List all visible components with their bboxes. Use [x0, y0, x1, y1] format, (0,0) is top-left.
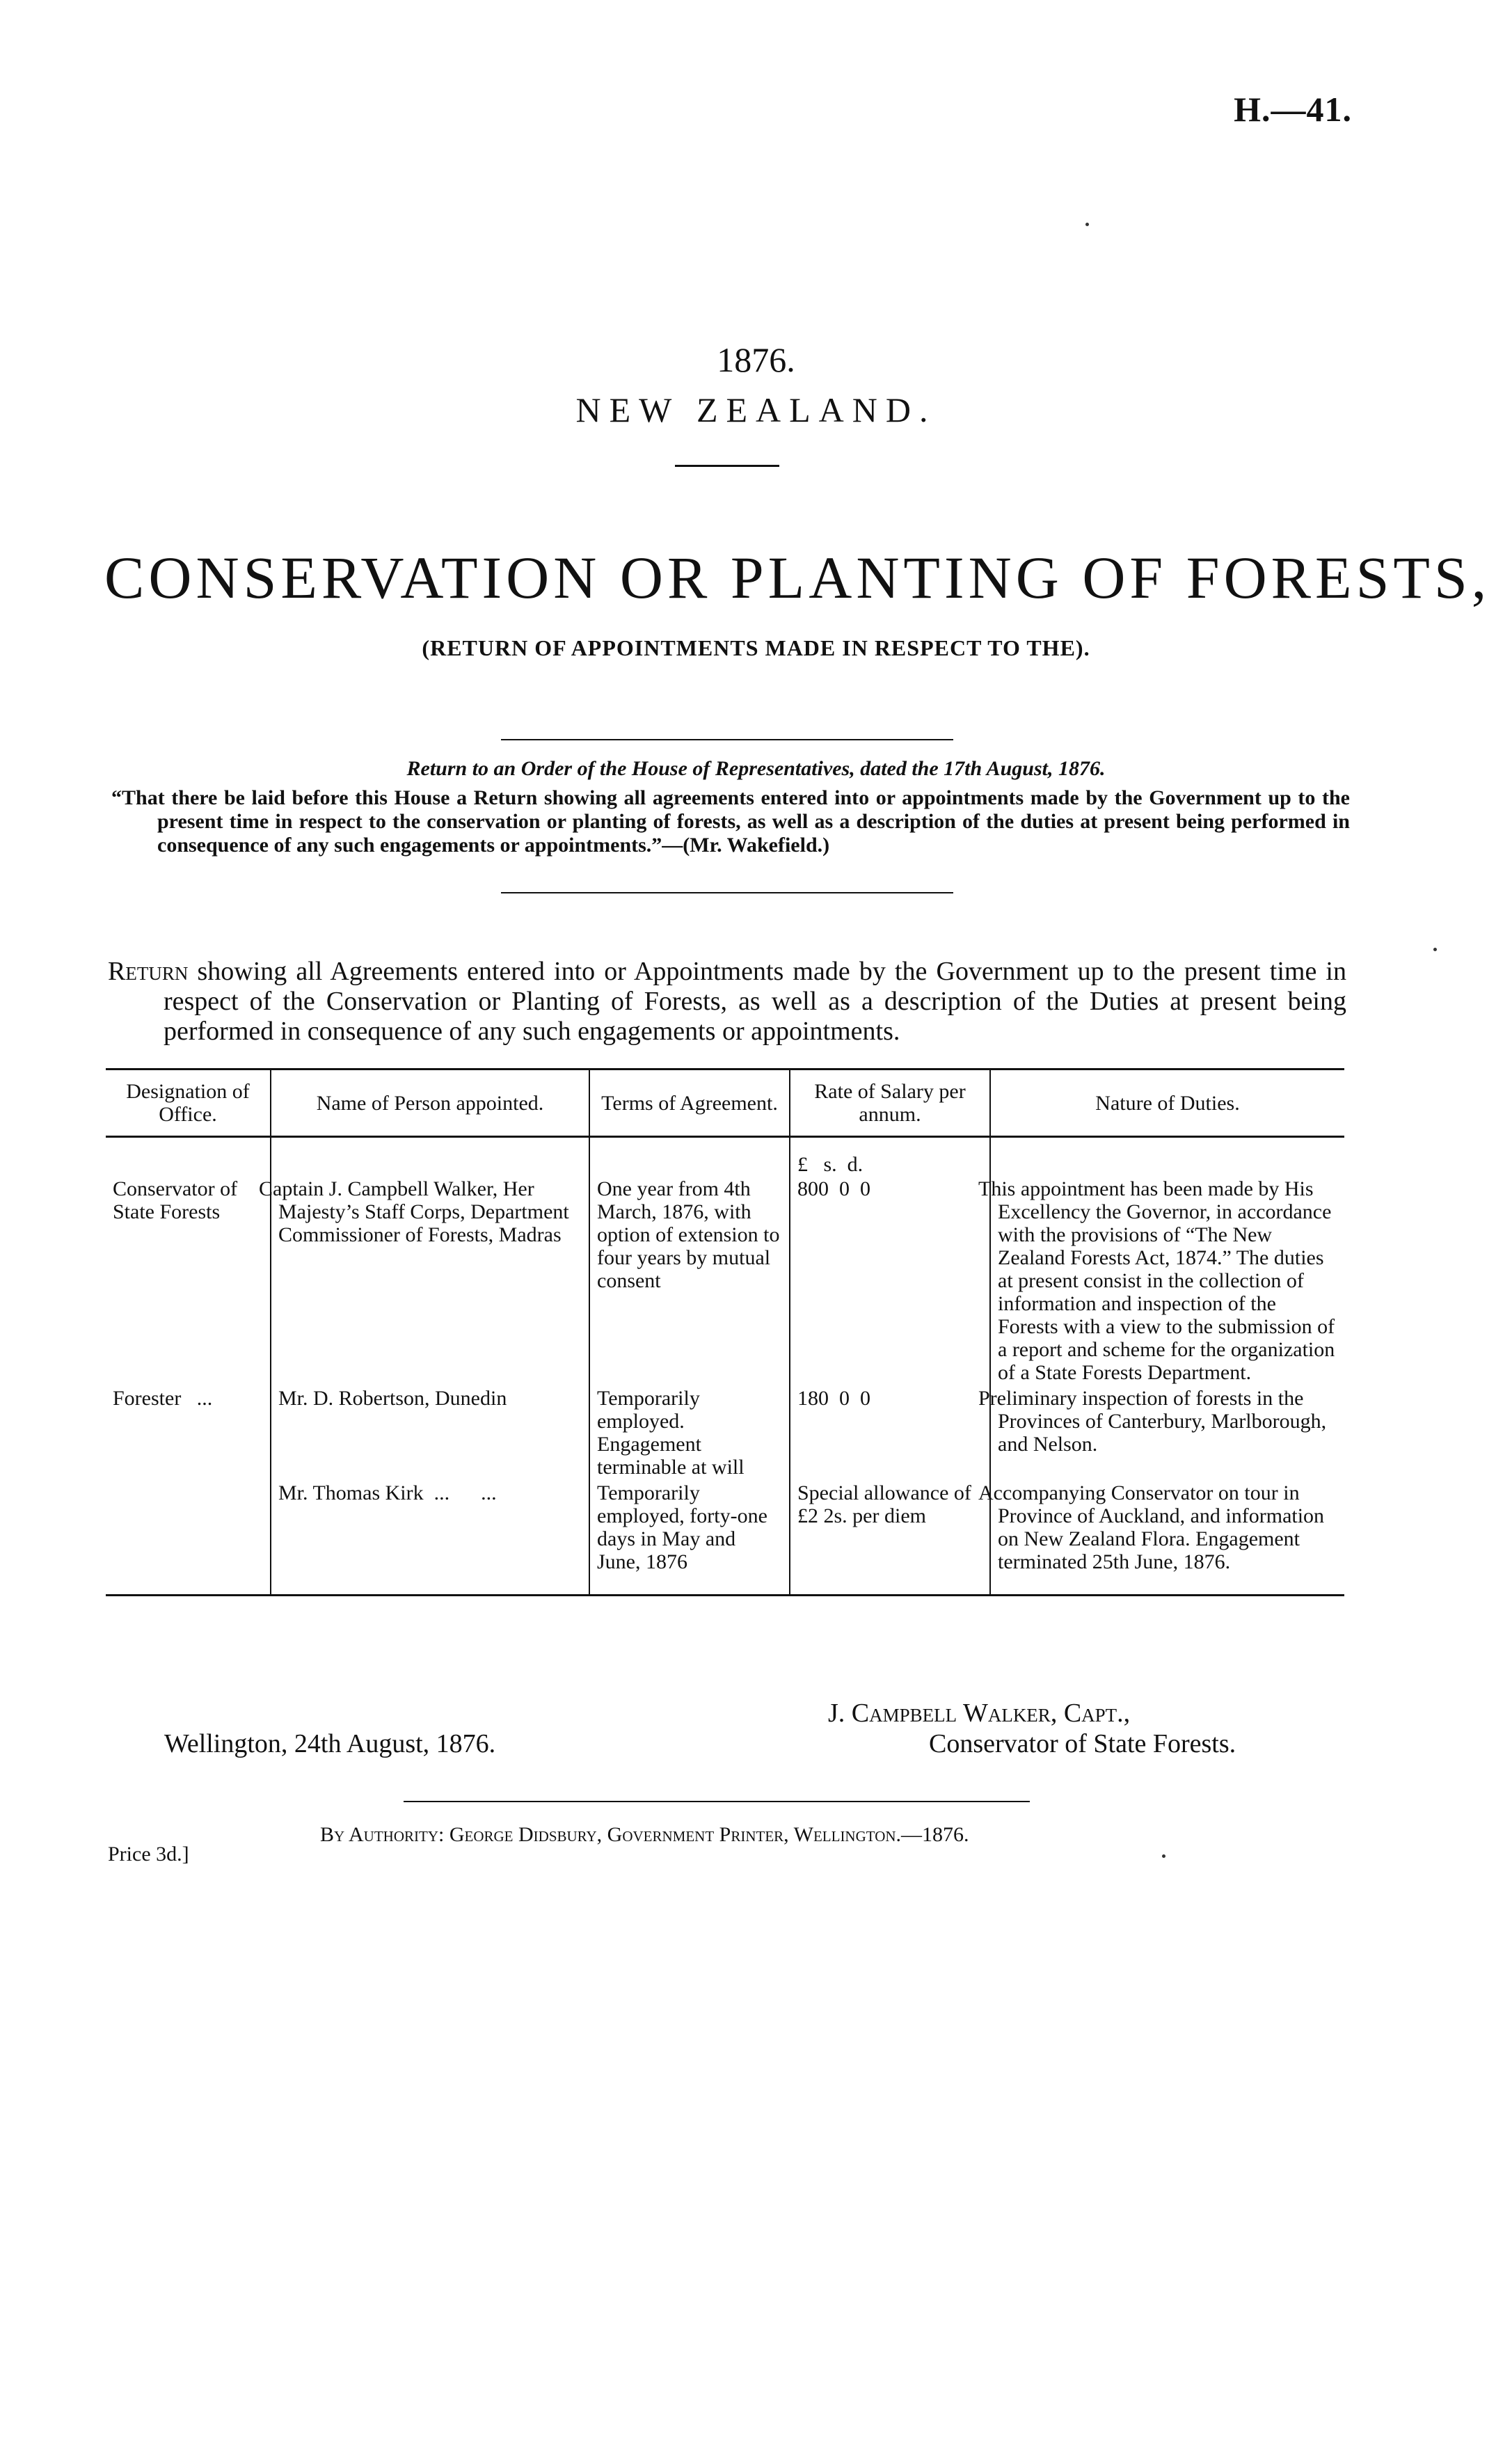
header-rate: Rate of Salary per annum. — [790, 1070, 990, 1137]
return-description — [108, 957, 1346, 1047]
cell-terms: One year from 4th March, 1876, with option of extension to four years by mutual consent — [589, 1176, 790, 1385]
cell-name: Mr. Thomas Kirk ... ... — [271, 1480, 589, 1596]
cell-name: Captain J. Campbell Walker, Her Majesty’s Staff Corps, Department Commissioner of Forests, Madras — [271, 1176, 589, 1385]
currency-row — [106, 1137, 1344, 1177]
order-top-rule — [501, 739, 953, 740]
cell-duties: This appointment has been made by His Excellency the Governor, in accordance with the provisions of “The New Zealand Forests Act, 1874.” The duties at present consist in the collection of information and inspection of the Forests with a view to the submission of a report and scheme for the organization of a State Forests Department. — [990, 1176, 1344, 1385]
document-subtitle: (RETURN OF APPOINTMENTS MADE IN RESPECT TO THE). — [422, 635, 1090, 660]
cell-duties: Preliminary inspection of forests in the Provinces of Canterbury, Marlborough, and Nelson. — [990, 1385, 1344, 1480]
document-reference: H.—41. — [1234, 90, 1352, 129]
cell-rate: 800 0 0 — [790, 1176, 990, 1385]
speck-mark — [1085, 223, 1089, 226]
cell-rate: 180 0 0 — [790, 1385, 990, 1480]
cell-duties: Accompanying Conservator on tour in Province of Auckland, and information on New Zealand Flora. Engagement terminated 25th June, 1876. — [990, 1480, 1344, 1596]
table-cell — [589, 1137, 790, 1177]
cell-designation: Conservator of State Forests — [113, 1177, 238, 1223]
signatory-office: Conservator of State Forests. — [929, 1729, 1236, 1758]
short-divider — [675, 465, 779, 467]
cell-rate: Special allowance of £2 2s. per diem — [790, 1480, 990, 1596]
cell-name: Mr. D. Robertson, Dunedin — [271, 1385, 589, 1480]
appointments-table — [106, 1068, 1344, 1596]
table-header-row — [106, 1070, 1344, 1137]
order-bottom-rule — [501, 892, 953, 893]
header-designation: Designation of Office. — [106, 1070, 271, 1137]
country-heading: NEW ZEALAND. — [575, 390, 937, 429]
header-duties: Nature of Duties. — [990, 1070, 1344, 1137]
cell-terms: Temporarily employed. Engagement terminable at will — [589, 1385, 790, 1480]
place-date: Wellington, 24th August, 1876. — [164, 1729, 496, 1758]
table-row — [106, 1480, 1344, 1596]
cell-designation: Forester ... — [113, 1387, 213, 1410]
motion-paragraph: “That there be laid before this House a Return showing all agreements entered into or appointments made by the Government up to the present time in respect to the conservation or planting of forests, as well as a description of the duties at present being performed in consequence of any such engagements or appointments.”—(Mr. Wakefield.) — [111, 786, 1350, 857]
table-cell — [271, 1137, 589, 1177]
header-terms: Terms of Agreement. — [589, 1070, 790, 1137]
signature-block — [828, 1698, 1385, 1759]
table-cell — [990, 1137, 1344, 1177]
motion-text — [111, 786, 1350, 857]
header-name: Name of Person appointed. — [271, 1070, 589, 1137]
publication-year: 1876. — [717, 340, 795, 379]
footer-rule — [404, 1801, 1030, 1802]
price-note: Price 3d.] — [108, 1843, 189, 1866]
order-line: Return to an Order of the House of Representatives, dated the 17th August, 1876. — [406, 757, 1106, 780]
table-row — [106, 1176, 1344, 1385]
currency-units: £ s. d. — [790, 1137, 990, 1177]
return-lead: Return — [108, 957, 189, 986]
signatory-name: J. Campbell Walker, Capt., — [828, 1699, 1131, 1728]
return-body: showing all Agreements entered into or Appointments made by the Government up to the present time in respect of the Conservation or Planting of Forests, as well as a description of the Duties at present being performed in consequence of any such engagements or appointments. — [164, 957, 1346, 1046]
document-title: CONSERVATION OR PLANTING OF FORESTS, — [104, 544, 1491, 611]
printer-line: By Authority: George Didsbury, Government Printer, Wellington.—1876. — [320, 1823, 969, 1846]
cell-designation — [106, 1480, 271, 1596]
table-row — [106, 1385, 1344, 1480]
table-cell — [106, 1137, 271, 1177]
speck-mark — [1433, 948, 1437, 951]
cell-terms: Temporarily employed, forty-one days in May and June, 1876 — [589, 1480, 790, 1596]
speck-mark — [1162, 1854, 1165, 1858]
